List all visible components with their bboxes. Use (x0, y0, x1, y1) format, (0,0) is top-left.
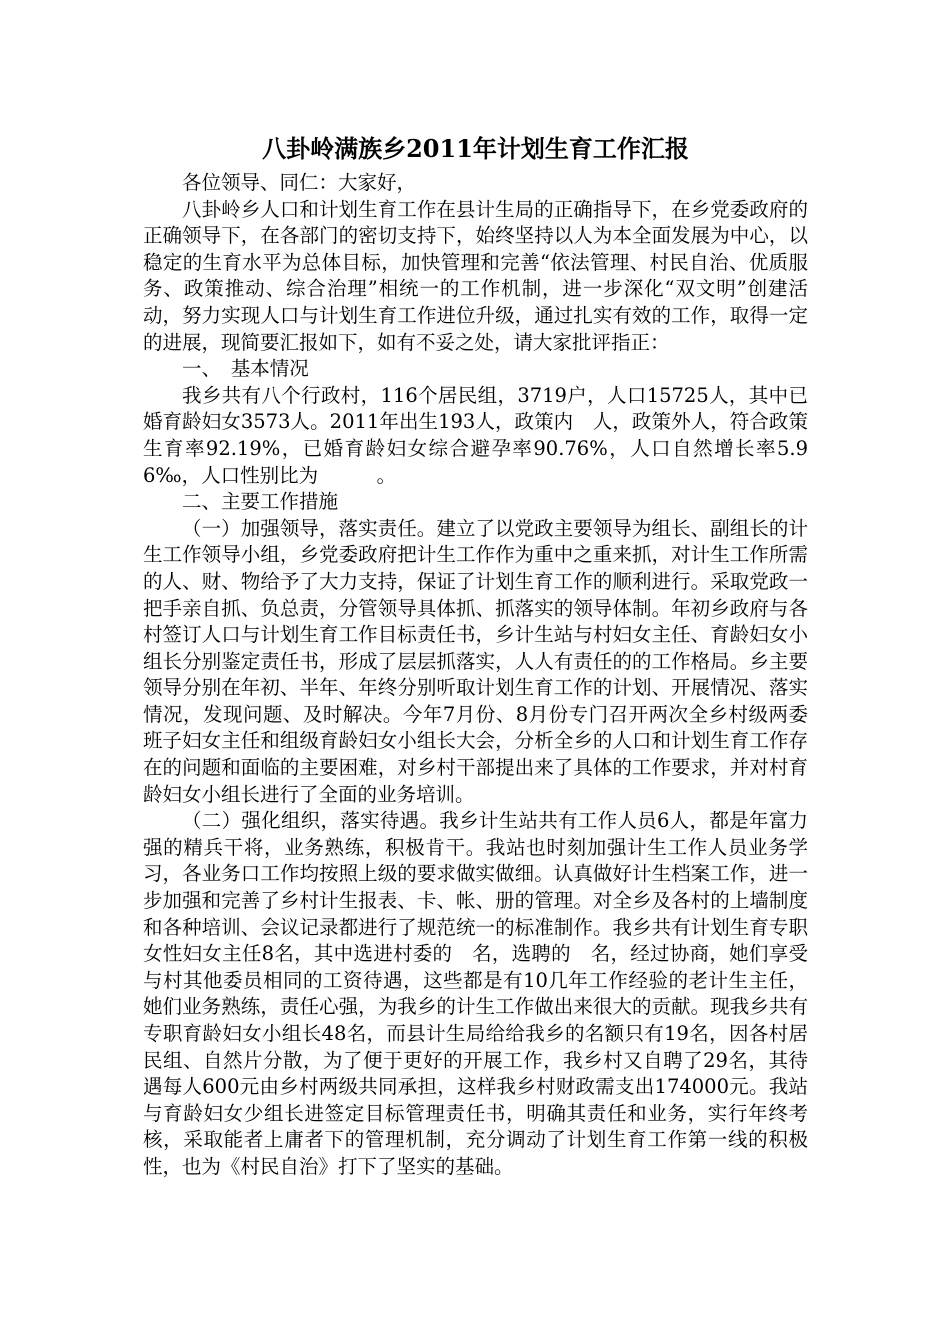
basic-situation-paragraph: 我乡共有八个行政村，116个居民组，3719户，人口15725人，其中已婚育龄妇女3573人。2011年出生193人，政策内 人，政策外人，符合政策生育率92.19%，已婚育龄妇女综合避孕率90.76%，人口自然增长率5.96‰，人口性别比为 。 (143, 383, 808, 487)
document-page (143, 130, 808, 1181)
measure-two-paragraph: （二）强化组织，落实待遇。我乡计生站共有工作人员6人，都是年富力强的精兵干将，业务熟练，积极肯干。我站也时刻加强计生工作人员业务学习，各业务口工作均按照上级的要求做实做细。认真做好计生档案工作，进一步加强和完善了乡村计生报表、卡、帐、册的管理。对全乡及各村的上墙制度和各种培训、会议记录都进行了规范统一的标准制作。我乡共有计划生育专职女性妇女主任8名，其中选进村委的 名，选聘的 名，经过协商，她们享受与村其他委员相同的工资待遇，这些都是有10几年工作经验的老计生主任，她们业务熟练，责任心强，为我乡的计生工作做出来很大的贡献。现我乡共有专职育龄妇女小组长48名，而县计生局给给我乡的名额只有19名，因各村居民组、自然片分散，为了便于更好的开展工作，我乡村又自聘了29名，其待遇每人600元由乡村两级共同承担，这样我乡村财政需支出174000元。我站与育龄妇女少组长进签定目标管理责任书，明确其责任和业务，实行年终考核，采取能者上庸者下的管理机制，充分调动了计划生育工作第一线的积极性，也为《村民自治》打下了坚实的基础。 (143, 809, 808, 1178)
section-heading-main-measures: 二、主要工作措施 (182, 490, 339, 514)
measure-one-paragraph: （一）加强领导，落实责任。建立了以党政主要领导为组长、副组长的计生工作领导小组，乡党委政府把计生工作作为重中之重来抓，对计生工作所需的人、财、物给予了大力支持，保证了计划生育工作的顺利进行。采取党政一把手亲自抓、负总责，分管领导具体抓、抓落实的领导体制。年初乡政府与各村签订人口与计划生育工作目标责任书，乡计生站与村妇女主任、育龄妇女小组长分别鉴定责任书，形成了层层抓落实，人人有责任的的工作格局。乡主要领导分别在年初、半年、年终分别听取计划生育工作的计划、开展情况、落实情况，发现问题、及时解决。今年7月份、8月份专门召开两次全乡村级两委班子妇女主任和组级育龄妇女小组长大会，分析全乡的人口和计划生育工作存在的问题和面临的主要困难，对乡村干部提出来了具体的工作要求，并对村育龄妇女小组长进行了全面的业务培训。 (143, 516, 808, 806)
section-heading-basic-situation: 一、 基本情况 (182, 357, 309, 381)
greeting-paragraph: 各位领导、同仁：大家好， (182, 171, 417, 194)
intro-paragraph: 八卦岭乡人口和计划生育工作在县计生局的正确指导下，在乡党委政府的正确领导下，在各部门的密切支持下，始终坚持以人为本全面发展为中心，以稳定的生育水平为总体目标，加快管理和完善“依法管理、村民自治、优质服务、政策推动、综合治理”相统一的工作机制，进一步深化“双文明”创建活动，努力实现人口与计划生育工作进位升级，通过扎实有效的工作，取得一定的进展，现简要汇报如下，如有不妥之处，请大家批评指正： (143, 197, 808, 354)
document-title: 八卦岭满族乡2011年计划生育工作汇报 (262, 134, 689, 163)
